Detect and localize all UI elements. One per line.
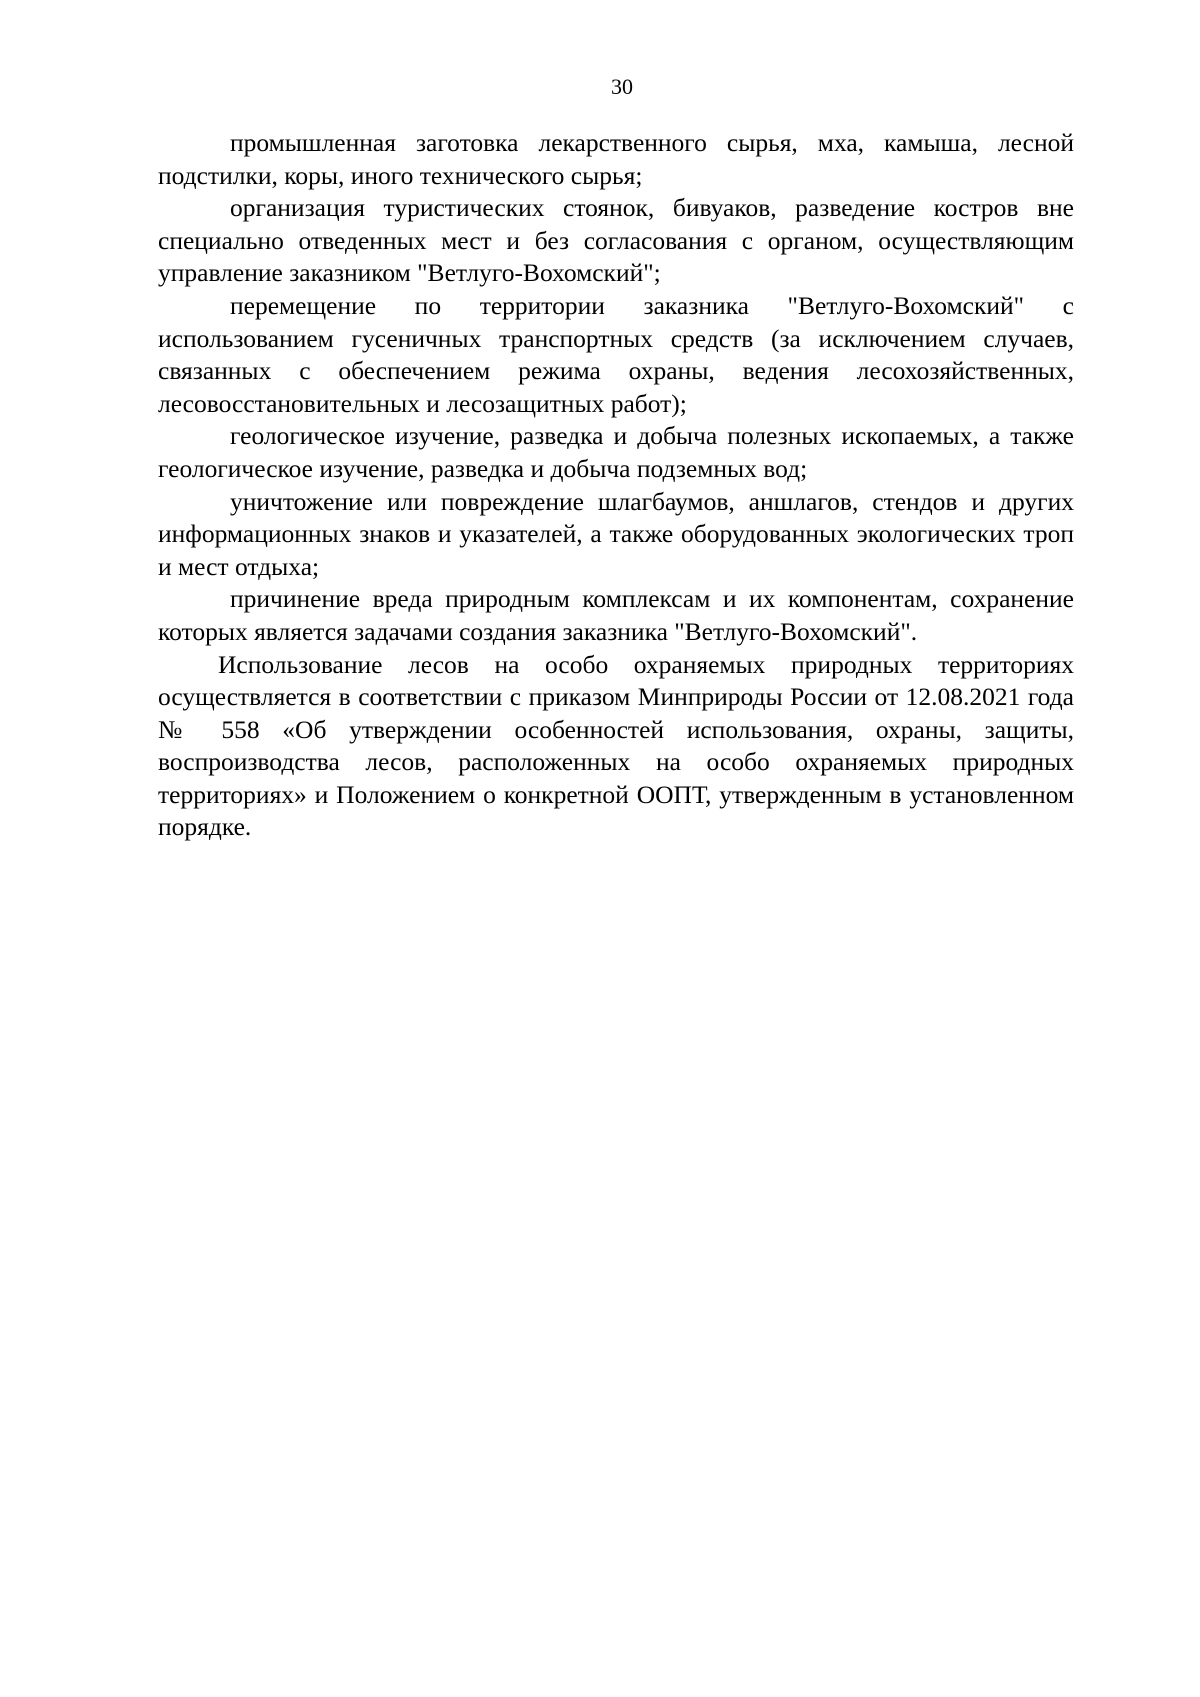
page-number: 30 <box>611 74 633 99</box>
list-item: организация туристических стоянок, бивуаков, разведение костров вне специально отведенных мест и без согласования с органом, осуществляющим управление заказником "Ветлуго-Вохомский"; <box>158 193 1074 288</box>
list-item: причинение вреда природным комплексам и их компонентам, сохранение которых является задачами создания заказника "Ветлуго-Вохомский". <box>158 584 1074 646</box>
list-item: перемещение по территории заказника "Ветлуго-Вохомский" с использованием гусеничных транспортных средств (за исключением случаев, связанных с обеспечением режима охраны, ведения лесохозяйственных, лесовосстановительных и лесозащитных работ); <box>158 290 1074 418</box>
list-item: уничтожение или повреждение шлагбаумов, аншлагов, стендов и других информационных знаков и указателей, а также оборудованных экологических троп и мест отдыха; <box>158 486 1074 581</box>
main-paragraph: Использование лесов на особо охраняемых природных территориях осуществляется в соответствии с приказом Минприроды России от 12.08.2021 года № 558 «Об утверждении особенностей использования, охраны, защиты, воспроизводства лесов, расположенных на особо охраняемых природных территориях» и Положением о конкретной ООПТ, утвержденным в установленном порядке. <box>158 649 1074 842</box>
list-item: геологическое изучение, разведка и добыча полезных ископаемых, а также геологическое изучение, разведка и добыча подземных вод; <box>158 421 1074 483</box>
document-body <box>158 127 1074 844</box>
list-item: промышленная заготовка лекарственного сырья, мха, камыша, лесной подстилки, коры, иного технического сырья; <box>158 128 1074 190</box>
